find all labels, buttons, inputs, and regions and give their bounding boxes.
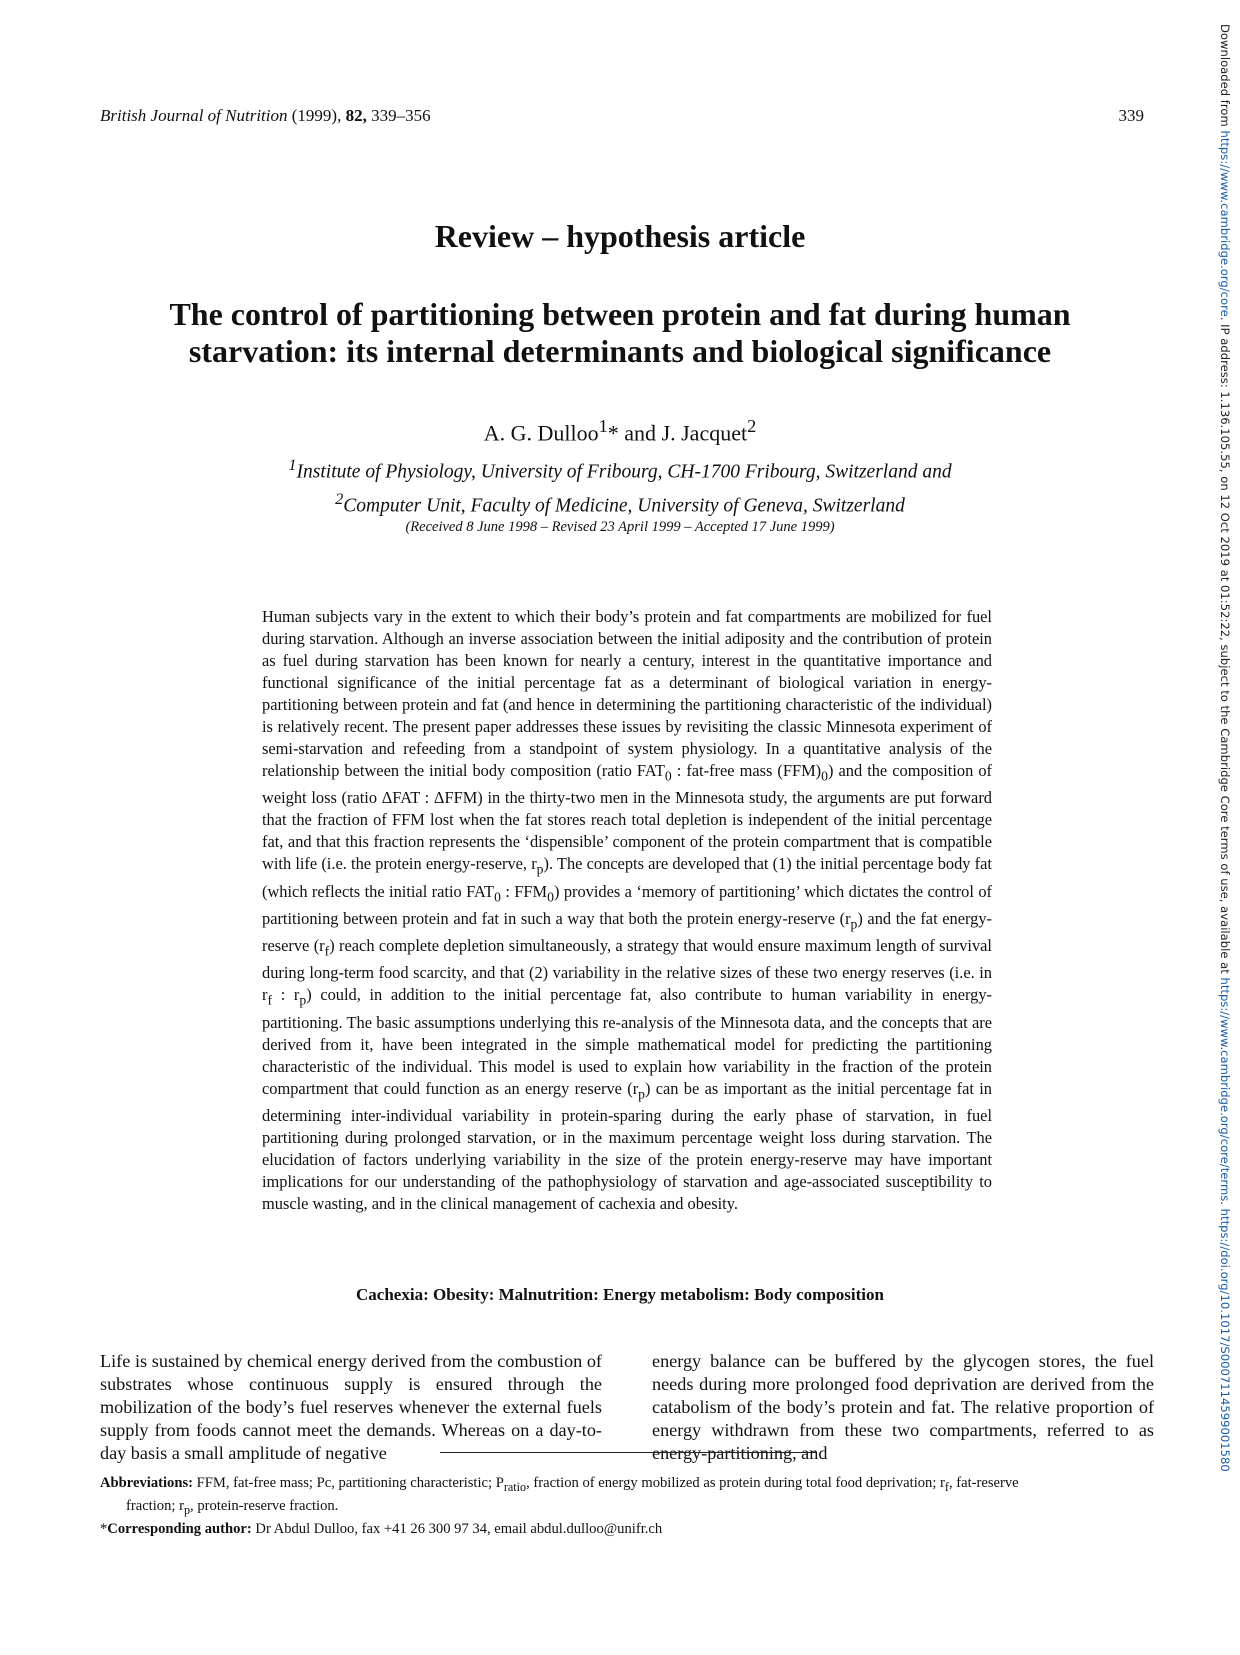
author-2: J. Jacquet xyxy=(661,420,748,446)
download-notice-text xyxy=(1218,24,1232,1472)
affiliation-1 xyxy=(0,452,1240,486)
received-dates: (Received 8 June 1998 – Revised 23 April 1999 – Accepted 17 June 1999) xyxy=(405,519,835,535)
keywords: Cachexia: Obesity: Malnutrition: Energy metabolism: Body composition xyxy=(356,1285,884,1304)
notice-text: . IP address: 1.136.105.55, on 12 Oct 2019 at 01:52:22, subject to the Cambridge Core terms of use, available at xyxy=(1218,316,1232,978)
affiliation-1-mark: 1 xyxy=(288,456,297,474)
abstract-text: : r xyxy=(272,985,300,1005)
subscript: 0 xyxy=(821,768,828,784)
subscript: 0 xyxy=(494,888,501,904)
journal-pages: 339–356 xyxy=(371,106,431,125)
title-line-2: starvation: its internal determinants and biological significance xyxy=(188,333,1052,369)
running-head xyxy=(100,106,431,126)
notice-text: Downloaded from xyxy=(1218,24,1232,131)
abstract-text: ). The concepts are developed that (1) the initial percentage body fat (which reflects the initial ratio FAT xyxy=(262,854,992,901)
author-1-affiliation-mark: 1 xyxy=(598,416,608,436)
abstract-text: ) can be as important as the initial percentage fat in determining inter-individual variability in protein-sparing during the early phase of starvation, in fuel partitioning during prolonged starvation, or in the maximum percentage weight loss during starvation. The elucidation of factors underlying variability in the size of the protein energy-reserve may have important implications for our understanding of the pathophysiology of starvation and age-associated susceptibility to muscle wasting, and in the clinical management of cachexia and obesity. xyxy=(262,1078,992,1213)
article-title xyxy=(0,296,1240,370)
authors-conjunction: and xyxy=(618,420,662,446)
abbreviations-label: Abbreviations: xyxy=(100,1475,193,1491)
abstract-text: ) and the composition of weight loss (ratio ΔFAT : ΔFFM) in the thirty-two men in the Minnesota study, the arguments are put forward that the fraction of FFM lost when the fat stores reach total depletion is independent of the initial percentage fat, and that this fraction represents the ‘dispensible’ component of the protein compartment that is compatible with life (i.e. the protein energy-reserve, r xyxy=(262,761,993,874)
article-type: Review – hypothesis article xyxy=(434,218,806,254)
abstract-text: Human subjects vary in the extent to which their body’s protein and fat compartments are mobilized for fuel during starvation. Although an inverse association between the initial adiposity and the contribution of protein as fuel during starvation has been known for nearly a century, interest in the quantitative importance and functional significance of the initial percentage fat as a determinant of biological variation in energy-partitioning between protein and fat (and hence in determining the partitioning characteristic of the individual) is relatively recent. The present paper addresses these issues by revisiting the classic Minnesota experiment of semi-starvation and refeeding from a standpoint of system physiology. In a quantitative analysis of the relationship between the initial body composition (ratio FAT xyxy=(262,607,992,780)
body-column-left: Life is sustained by chemical energy derived from the combustion of substrates whose continuous supply is ensured through the mobilization of the body’s fuel reserves whenever the external fuels supply from foods cannot meet the demands. Whereas on a day-to-day basis a small amplitude of negative xyxy=(100,1351,602,1463)
subscript: p xyxy=(536,861,544,877)
subscript: f xyxy=(324,943,330,959)
terms-link[interactable]: https://www.cambridge.org/core/terms xyxy=(1218,977,1232,1202)
subscript: f xyxy=(944,1479,949,1494)
footnotes xyxy=(100,1474,1154,1539)
affiliation-2-text: Computer Unit, Faculty of Medicine, University of Geneva, Switzerland xyxy=(343,495,905,516)
body-column-right: energy balance can be buffered by the glycogen stores, the fuel needs during more prolonged food deprivation are derived from the catabolism of the body’s protein and fat. The relative proportion of energy withdrawn from these two compartments, referred to as energy-partitioning, and xyxy=(652,1351,1154,1463)
subscript: p xyxy=(850,916,858,932)
subscript: p xyxy=(638,1085,645,1101)
affiliation-2 xyxy=(0,486,1240,520)
subscript: p xyxy=(183,1502,191,1517)
footnote-text: , fat-reserve xyxy=(948,1475,1019,1491)
affiliation-1-text: Institute of Physiology, University of Fribourg, CH-1700 Fribourg, Switzerland and xyxy=(296,461,952,483)
abstract-text: : FFM xyxy=(500,881,548,901)
page-number: 339 xyxy=(1118,106,1144,125)
footnote-text: , protein-reserve fraction. xyxy=(190,1497,339,1514)
corresponding-author-footnote xyxy=(100,1520,1154,1539)
subscript: ratio xyxy=(503,1479,527,1494)
subscript: f xyxy=(267,992,273,1008)
footnote-text: , fraction of energy mobilized as protein during total food deprivation; r xyxy=(526,1475,945,1491)
abstract-text: ) provides a ‘memory of partitioning’ which dictates the control of partitioning between protein and fat in such a way that both the protein energy-reserve (r xyxy=(262,881,992,928)
corresponding-author-label: Corresponding author: xyxy=(107,1520,252,1537)
corresponding-mark: * xyxy=(607,420,619,446)
footnote-text: FFM, fat-free mass; Pc, partitioning characteristic; P xyxy=(192,1475,504,1491)
title-line-1: The control of partitioning between protein and fat during human xyxy=(169,296,1071,332)
journal-name: British Journal of Nutrition xyxy=(100,106,288,125)
cambridge-core-link[interactable]: https://www.cambridge.org/core xyxy=(1218,130,1232,317)
subscript: 0 xyxy=(664,768,672,784)
subscript: 0 xyxy=(547,888,554,904)
subscript: p xyxy=(299,992,307,1008)
journal-volume: 82, xyxy=(345,106,367,125)
doi-link[interactable]: https://doi.org/10.1017/S0007114599001580 xyxy=(1218,1208,1232,1472)
abbreviations-footnote xyxy=(100,1474,1154,1497)
author-1: A. G. Dulloo xyxy=(483,420,599,446)
footnote-divider xyxy=(440,1452,816,1453)
affiliation-2-mark: 2 xyxy=(335,489,344,508)
journal-year: (1999), xyxy=(291,106,342,125)
author-2-affiliation-mark: 2 xyxy=(747,416,757,436)
abstract xyxy=(262,606,992,1215)
abstract-text: : fat-free mass (FFM) xyxy=(671,761,822,780)
abstract-text: ) and the fat energy-reserve (r xyxy=(262,908,992,956)
abstract-text: ) could, in addition to the initial percentage fat, also contribute to human variability in energy-partitioning. The basic assumptions underlying this re-analysis of the Minnesota data, and the concepts that are derived from it, have been integrated in the simple mathematical model for predicting the partitioning characteristic of the individual. This model is used to explain how variability in the fraction of the protein compartment that could function as an energy reserve (r xyxy=(262,985,992,1098)
notice-text: . xyxy=(1218,1201,1232,1209)
corresponding-mark: * xyxy=(100,1520,108,1537)
abbreviations-footnote-cont xyxy=(100,1497,1154,1520)
download-notice xyxy=(1212,24,1232,1484)
footnote-text: fraction; r xyxy=(126,1497,184,1514)
authors xyxy=(0,416,1240,446)
affiliations xyxy=(0,452,1240,519)
corresponding-author-text: Dr Abdul Dulloo, fax +41 26 300 97 34, email abdul.dulloo@unifr.ch xyxy=(251,1520,663,1537)
abstract-text: ) reach complete depletion simultaneously, a strategy that would ensure maximum length of survival during long-term food scarcity, and that (2) variability in the relative sizes of these two energy reserves (i.e. in r xyxy=(262,936,992,1005)
